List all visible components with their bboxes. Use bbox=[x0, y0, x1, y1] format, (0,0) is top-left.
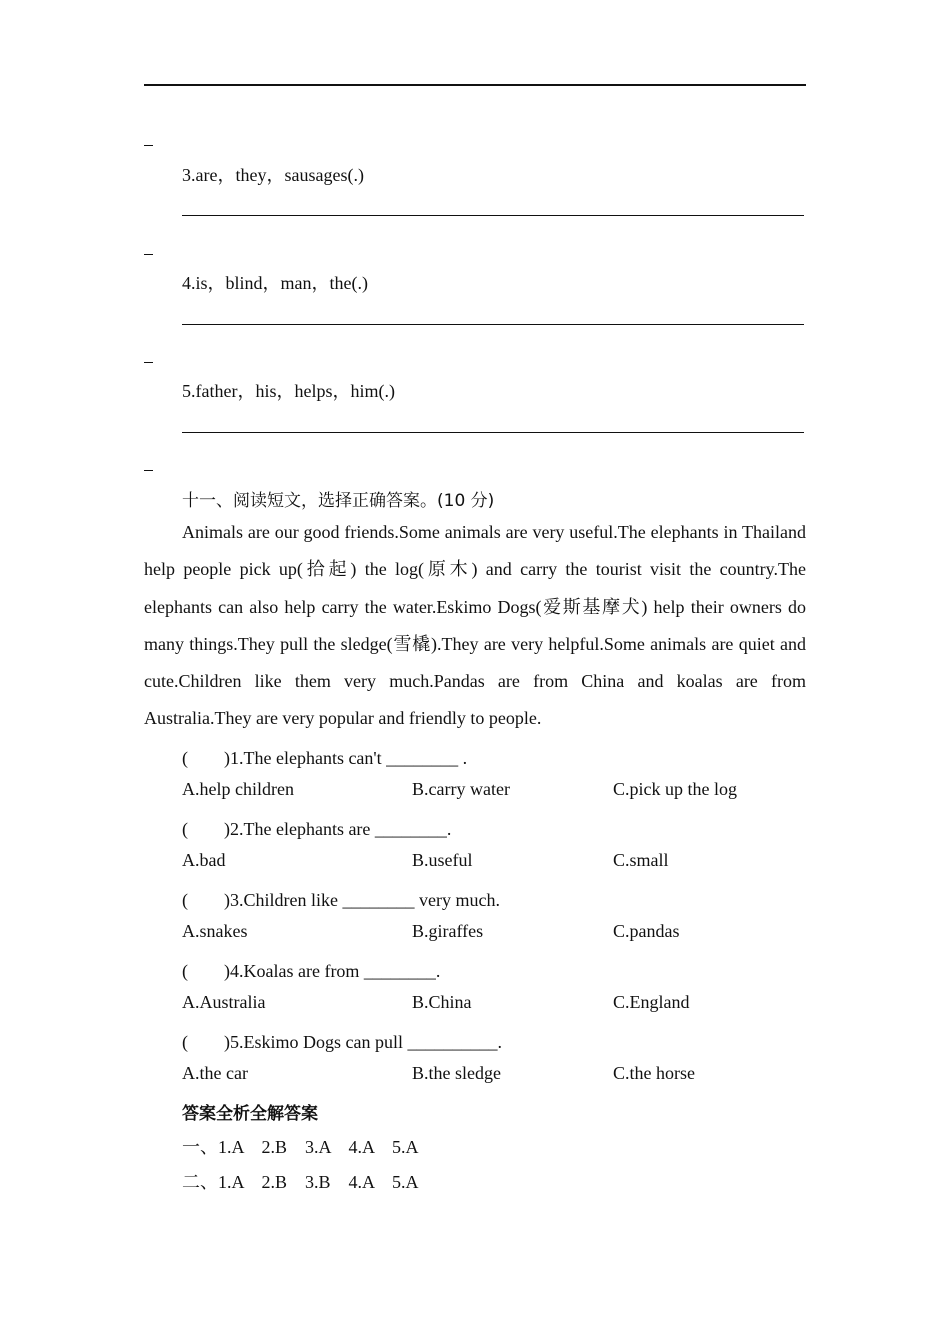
option-c[interactable]: C.pandas bbox=[613, 921, 680, 941]
answer-key-line: 二、1.A 2.B 3.B 4.A 5.A bbox=[182, 1172, 419, 1192]
sentence-prompt: 4.is，blind，man，the(.) bbox=[182, 273, 368, 293]
answer-line[interactable] bbox=[182, 324, 804, 325]
option-c[interactable]: C.the horse bbox=[613, 1063, 695, 1083]
reading-passage: Animals are our good friends.Some animals are very useful.The elephants in Thailand help people pick up(拾起) the log(原木) and carry the tourist visit the country.The elephants can also help carry the water.Eskimo Dogs(爱斯基摩犬) help their owners do many things.They pull the sledge(雪橇).They are very helpful.Some animals are quiet and cute.Children like them very much.Pandas are from China and koalas are from Australia.They are very popular and friendly to people. bbox=[144, 522, 806, 729]
option-b[interactable]: B.useful bbox=[412, 850, 473, 870]
option-b[interactable]: B.giraffes bbox=[412, 921, 484, 941]
answers-heading: 答案全析全解答案 bbox=[182, 1104, 318, 1124]
option-c[interactable]: C.England bbox=[613, 992, 690, 1012]
line-end-mark bbox=[144, 362, 153, 363]
answer-line[interactable] bbox=[182, 432, 804, 433]
sentence-prompt: 5.father，his，helps，him(.) bbox=[182, 381, 395, 401]
option-a[interactable]: A.the car bbox=[182, 1063, 248, 1083]
option-a[interactable]: A.snakes bbox=[182, 921, 248, 941]
answer-key-line: 一、1.A 2.B 3.A 4.A 5.A bbox=[182, 1137, 419, 1157]
option-b[interactable]: B.carry water bbox=[412, 779, 510, 799]
question-stem: ( )4.Koalas are from ________. bbox=[182, 961, 441, 981]
option-a[interactable]: A.bad bbox=[182, 850, 226, 870]
option-c[interactable]: C.pick up the log bbox=[613, 779, 737, 799]
option-a[interactable]: A.help children bbox=[182, 779, 294, 799]
line-end-mark bbox=[144, 254, 153, 255]
question-stem: ( )5.Eskimo Dogs can pull __________. bbox=[182, 1032, 502, 1052]
line-end-mark bbox=[144, 470, 153, 471]
question-stem: ( )3.Children like ________ very much. bbox=[182, 890, 500, 910]
answer-line[interactable] bbox=[182, 215, 804, 216]
question-stem: ( )1.The elephants can't ________ . bbox=[182, 748, 468, 768]
option-c[interactable]: C.small bbox=[613, 850, 669, 870]
option-b[interactable]: B.the sledge bbox=[412, 1063, 501, 1083]
option-a[interactable]: A.Australia bbox=[182, 992, 266, 1012]
option-b[interactable]: B.China bbox=[412, 992, 472, 1012]
line-end-mark bbox=[144, 145, 153, 146]
section-heading: 十一、阅读短文，选择正确答案。(10 分) bbox=[182, 491, 495, 511]
sentence-prompt: 3.are，they，sausages(.) bbox=[182, 165, 364, 185]
answer-line-top bbox=[144, 84, 806, 86]
question-stem: ( )2.The elephants are ________. bbox=[182, 819, 452, 839]
